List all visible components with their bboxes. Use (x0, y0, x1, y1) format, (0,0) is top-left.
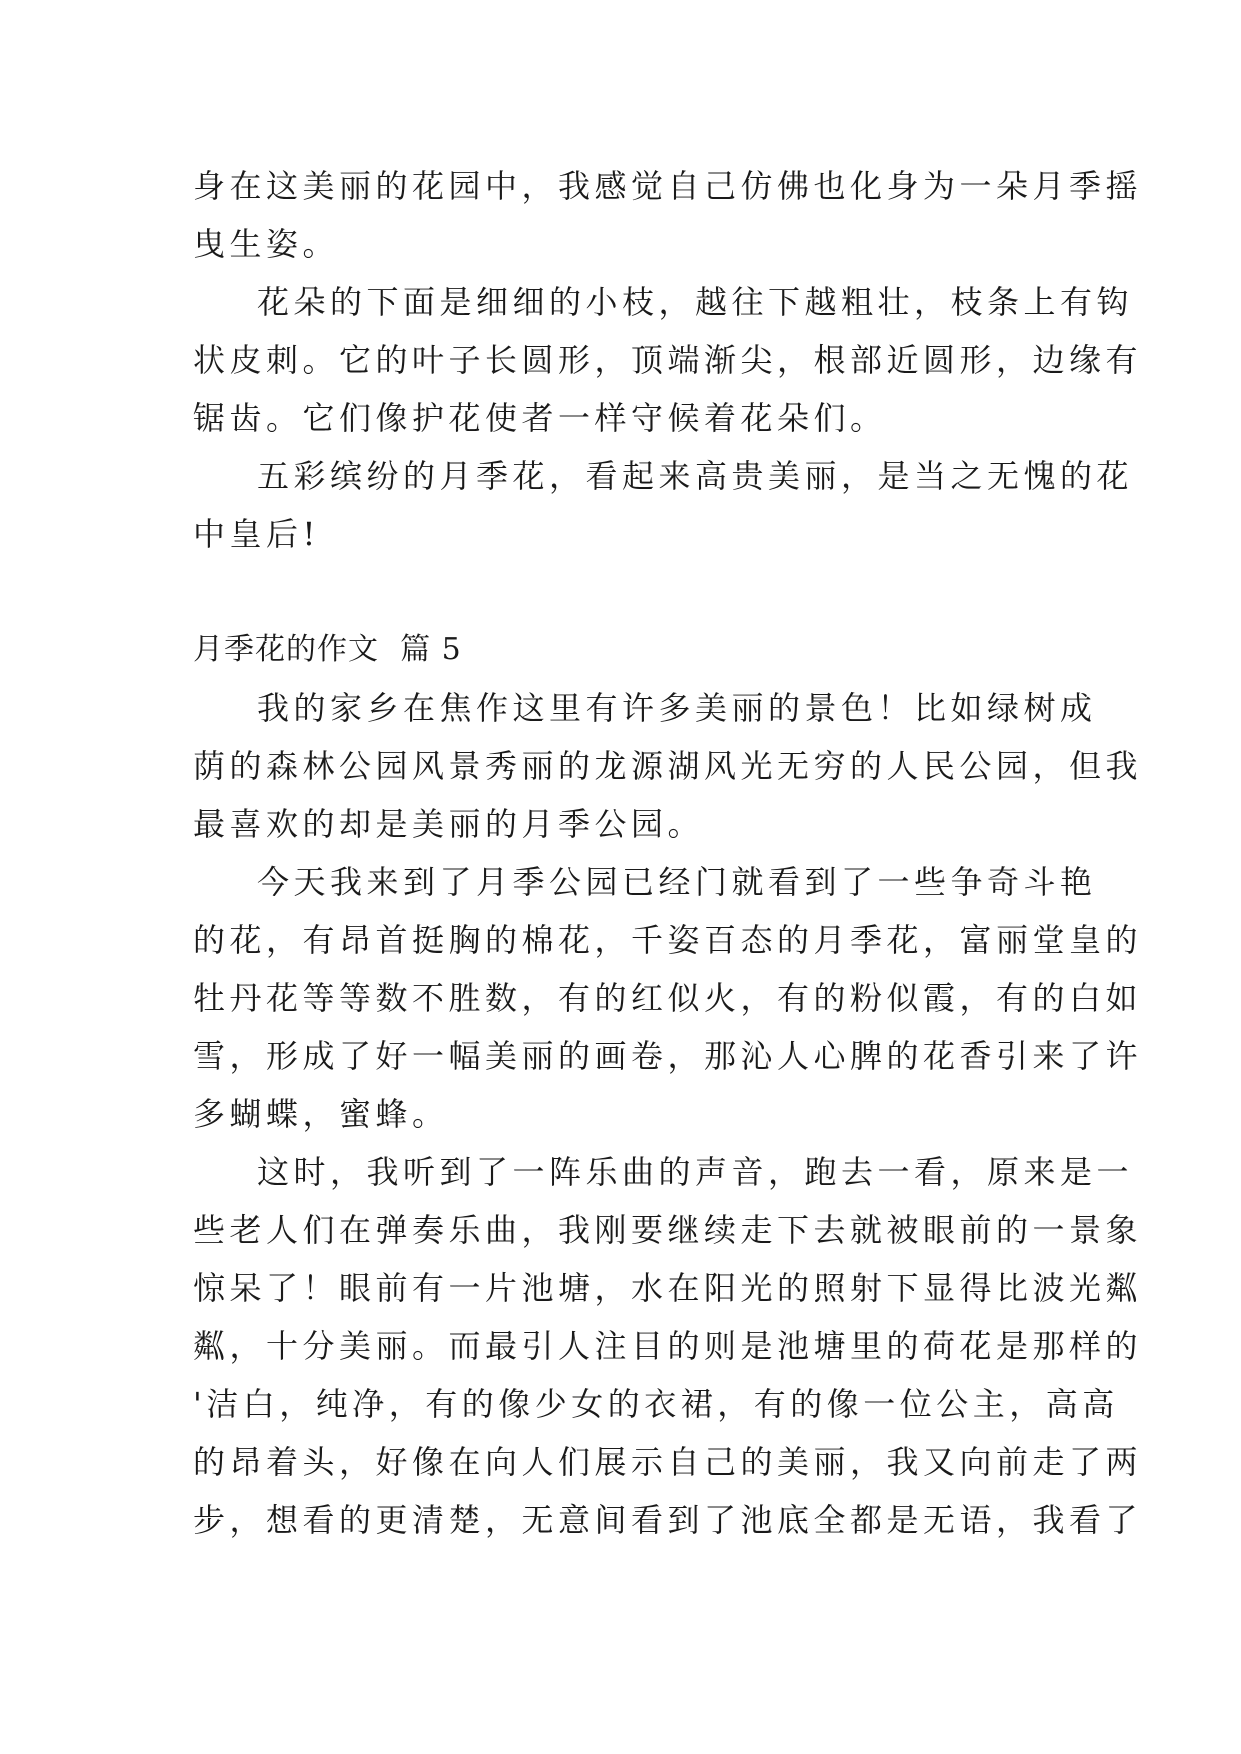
paragraph-line: 牡丹花等等数不胜数，有的红似火，有的粉似霞，有的白如 (193, 979, 1143, 1017)
paragraph-line: 我的家乡在焦作这里有许多美丽的景色！比如绿树成 (257, 689, 1097, 727)
paragraph-line: 些老人们在弹奏乐曲，我刚要继续走下去就被眼前的一景象 (193, 1211, 1143, 1249)
paragraph-line: 雪，形成了好一幅美丽的画卷，那沁人心脾的花香引来了许 (193, 1037, 1143, 1075)
paragraph-line: 今天我来到了月季公园已经门就看到了一些争奇斗艳 (257, 863, 1097, 901)
paragraph-line: 步，想看的更清楚，无意间看到了池底全都是无语，我看了 (193, 1501, 1143, 1539)
paragraph-line: 惊呆了！眼前有一片池塘，水在阳光的照射下显得比波光粼 (193, 1269, 1143, 1307)
paragraph-line: 曳生姿。 (193, 225, 340, 263)
paragraph-line: 粼，十分美丽。而最引人注目的则是池塘里的荷花是那样的 (193, 1327, 1143, 1365)
paragraph-line: 锯齿。它们像护花使者一样守候着花朵们。 (193, 399, 887, 437)
paragraph-line: 状皮刺。它的叶子长圆形，顶端渐尖，根部近圆形，边缘有 (193, 341, 1143, 379)
paragraph-line: 的昂着头，好像在向人们展示自己的美丽，我又向前走了两 (193, 1443, 1143, 1481)
paragraph-line: 荫的森林公园风景秀丽的龙源湖风光无穷的人民公园，但我 (193, 747, 1143, 785)
paragraph-line: 花朵的下面是细细的小枝，越往下越粗壮，枝条上有钩 (257, 283, 1134, 321)
paragraph-line: 中皇后! (193, 515, 320, 553)
section-heading: 月季花的作文 篇 5 (193, 632, 462, 667)
paragraph-line: 的花，有昂首挺胸的棉花，千姿百态的月季花，富丽堂皇的 (193, 921, 1143, 959)
paragraph-line: 身在这美丽的花园中，我感觉自己仿佛也化身为一朵月季摇 (193, 167, 1143, 205)
paragraph-line: '洁白，纯净，有的像少女的衣裙，有的像一位公主，高高 (193, 1385, 1119, 1423)
paragraph-line: 这时，我听到了一阵乐曲的声音，跑去一看，原来是一 (257, 1153, 1134, 1191)
paragraph-line: 多蝴蝶，蜜蜂。 (193, 1095, 449, 1133)
paragraph-line: 最喜欢的却是美丽的月季公园。 (193, 805, 705, 843)
paragraph-line: 五彩缤纷的月季花，看起来高贵美丽，是当之无愧的花 (257, 457, 1134, 495)
